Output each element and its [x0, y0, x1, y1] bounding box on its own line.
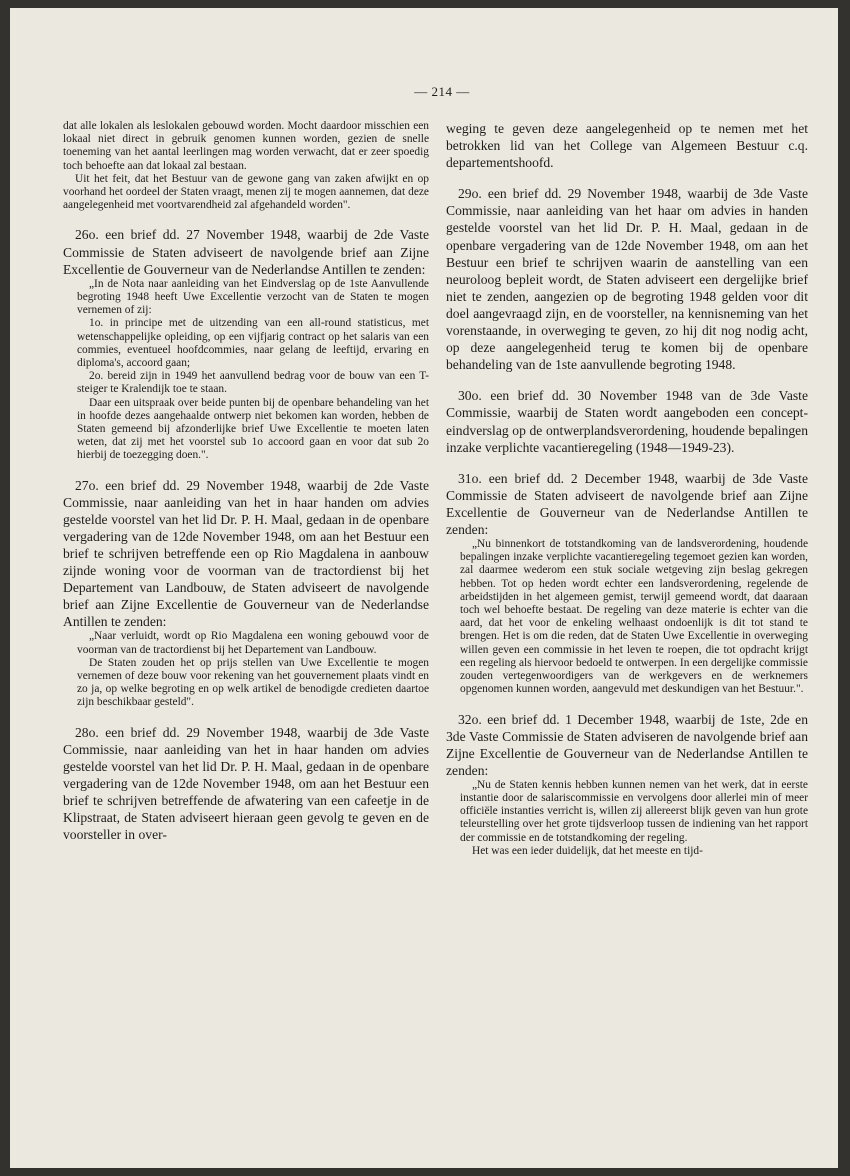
- item-26-quote-3: 2o. bereid zijn in 1949 het aanvullend bedrag voor de bouw van een T-steiger te Kralendijk toe te staan.: [77, 370, 429, 396]
- paragraph-intro-2: Uit het feit, dat het Bestuur van de gewone gang van zaken afwijkt en op voorhand het oordeel der Staten vraagt, menen zij te mogen aannemen, dat deze aangelegenheid met voortvarendheid zal afgehandeld worden".: [63, 172, 429, 212]
- item-27-quote-2: De Staten zouden het op prijs stellen van Uwe Excellentie te mogen vernemen of deze bouw voor rekening van het gouvernement plaats vindt en zo ja, op welke begroting en op welk artikel de benodigde credieten daartoe zijn beschikbaar gesteld".: [77, 656, 429, 709]
- item-26-quote-4: Daar een uitspraak over beide punten bij de openbare behandeling van het in hoofde dezes aangehaalde ontwerp niet bekomen kan worden, hebben de Staten gemeend bij afzonderlijke brief Uwe Excellentie te moeten laten weten, dat zij met het voorstel sub 1o accoord gaan en voor dat sub 2o hierbij de toezegging doen.".: [77, 396, 429, 462]
- document-page: [10, 8, 838, 1168]
- left-column: [63, 120, 429, 843]
- paragraph-intro: dat alle lokalen als leslokalen gebouwd worden. Mocht daardoor misschien een lokaal niet direct in gebruik genomen kunnen worden, gezien de snelle toeneming van het aantal leerlingen mag worden verwacht, dat er zeer spoedig toch behoefte aan dat lokaal zal bestaan.: [63, 120, 429, 172]
- item-30-heading: 30o. een brief dd. 30 November 1948 van de 3de Vaste Commissie, waarbij de Staten wordt aangeboden een concept-eindverslag op de ontwerplandsverordening, houdende bepalingen inzake verplichte vacantieregeling (1948—1949-23).: [446, 388, 808, 455]
- item-26-heading: 26o. een brief dd. 27 November 1948, waarbij de 2de Vaste Commissie de Staten adviseert de navolgende brief aan Zijne Excellentie de Gouverneur van de Nederlandse Antillen te zenden:: [63, 227, 429, 277]
- item-26-quote-2: 1o. in principe met de uitzending van een all-round statisticus, met wetenschappelijke opleiding, op een vijfjarig contract op het salaris van een commies, eventueel hoofdcommies, naar gelang de leeftijd, ervaring en diploma's, accoord gaan;: [77, 317, 429, 369]
- item-29-heading: 29o. een brief dd. 29 November 1948, waarbij de 3de Vaste Commissie, naar aanleiding van het haar om advies in handen gestelde voorstel van het lid Dr. P. H. Maal, gedaan in de openbare vergadering van de 12de November 1948, om aan het Bestuur een brief te schrijven waarin de aanstelling van een neuroloog bepleit wordt, de Staten adviseert een dergelijke brief niet te zenden, aangezien op de begroting 1948 gelden voor dit doel aangevraagd zijn, en de voorsteller, na kennisneming van het vorenstaande, in overweging te geven, zo hij dit nog nodig acht, op deze aangelegenheid terug te komen bij de openbare behandeling van de 1ste aanvullende begroting 1948.: [446, 186, 808, 373]
- item-27-heading: 27o. een brief dd. 29 November 1948, waarbij de 2de Vaste Commissie, naar aanleiding van het in haar handen om advies gestelde voorstel van het lid Dr. P. H. Maal, gedaan in de openbare vergadering van de 12de November 1948, om aan het Bestuur een brief te schrijven betreffende een op Rio Magdalena in aanbouw zijnde woning voor de voorman van de tractordienst bij het Departement van Landbouw, de Staten adviseert de navolgende brief aan Zijne Excellentie de Gouverneur van de Nederlandse Antillen te zenden:: [63, 477, 429, 630]
- item-26-quote-1: „In de Nota naar aanleiding van het Eindverslag op de 1ste Aanvullende begroting 1948 heeft Uwe Excellentie verzocht van de Staten te mogen vernemen of zij:: [77, 277, 429, 317]
- right-column: [446, 120, 808, 858]
- item-28-continuation: weging te geven deze aangelegenheid op te nemen met het betrokken lid van het College van Algemeen Bestuur c.q. departementshoofd.: [446, 121, 808, 171]
- page-number: — 214 —: [414, 84, 470, 99]
- item-27-quote-1: „Naar verluidt, wordt op Rio Magdalena een woning gebouwd voor de voorman van de tractordienst bij het Departement van Landbouw.: [77, 630, 429, 656]
- item-32-quote-2: Het was een ieder duidelijk, dat het meeste en tijd-: [472, 844, 703, 857]
- item-31-quote-1: „Nu binnenkort de totstandkoming van de landsverordening, houdende bepalingen inzake verplichte vacantieregeling tegemoet gezien kan worden, zal daarmee wederom een stuk sociale wetgeving zijn beslag gekregen hebben. Tot op heden wordt echter een landsverordening, regelende de arbeidstijden in het algemeen gemist, terwijl gemeend wordt, dat daaraan toch wel behoefte bestaat. De regeling van deze materie is echter van die aard, dat het voor de enkeling welhaast ondoenlijk is dit tot stand te brengen. Het is om die reden, dat de Staten Uwe Excellentie in overweging willen geven een commissie in het leven te roepen, die tot opdracht krijgt een regeling als hiervoor bedoeld te ontwerpen. In een dergelijke commissie zouden vertegenwoordigers van de werkgevers en de werknemers opgenomen kunnen worden, aangevuld met deskundigen van het Bestuur.".: [460, 538, 808, 696]
- item-31-heading: 31o. een brief dd. 2 December 1948, waarbij de 3de Vaste Commissie de Staten adviseert de navolgende brief aan Zijne Excellentie de Gouverneur van de Nederlandse Antillen te zenden:: [446, 470, 808, 537]
- item-32-heading: 32o. een brief dd. 1 December 1948, waarbij de 1ste, 2de en 3de Vaste Commissie de Staten adviseren de navolgende brief aan Zijne Excellentie de Gouverneur van de Nederlandse Antillen te zenden:: [446, 711, 808, 778]
- item-28-heading: 28o. een brief dd. 29 November 1948, waarbij de 3de Vaste Commissie, naar aanleiding van het in haar handen om advies gestelde voorstel van het lid Dr. P. H. Maal, gedaan in de openbare vergadering van de 12de November 1948, om aan het Bestuur een brief te schrijven betreffende de afwatering van een cafeetje in de Klipstraat, de Staten adviseert hieraan geen gevolg te geven en de voorsteller in over-: [63, 724, 429, 843]
- item-32-quote-1: „Nu de Staten kennis hebben kunnen nemen van het werk, dat in eerste instantie door de salariscommissie en vervolgens door allerlei min of meer officiële instanties verricht is, willen zij allereerst blijk geven van hun grote teleurstelling over het grote tijdsverloop tussen de indiening van het rapport der commissie en de totstandkoming der regeling.: [460, 778, 808, 844]
